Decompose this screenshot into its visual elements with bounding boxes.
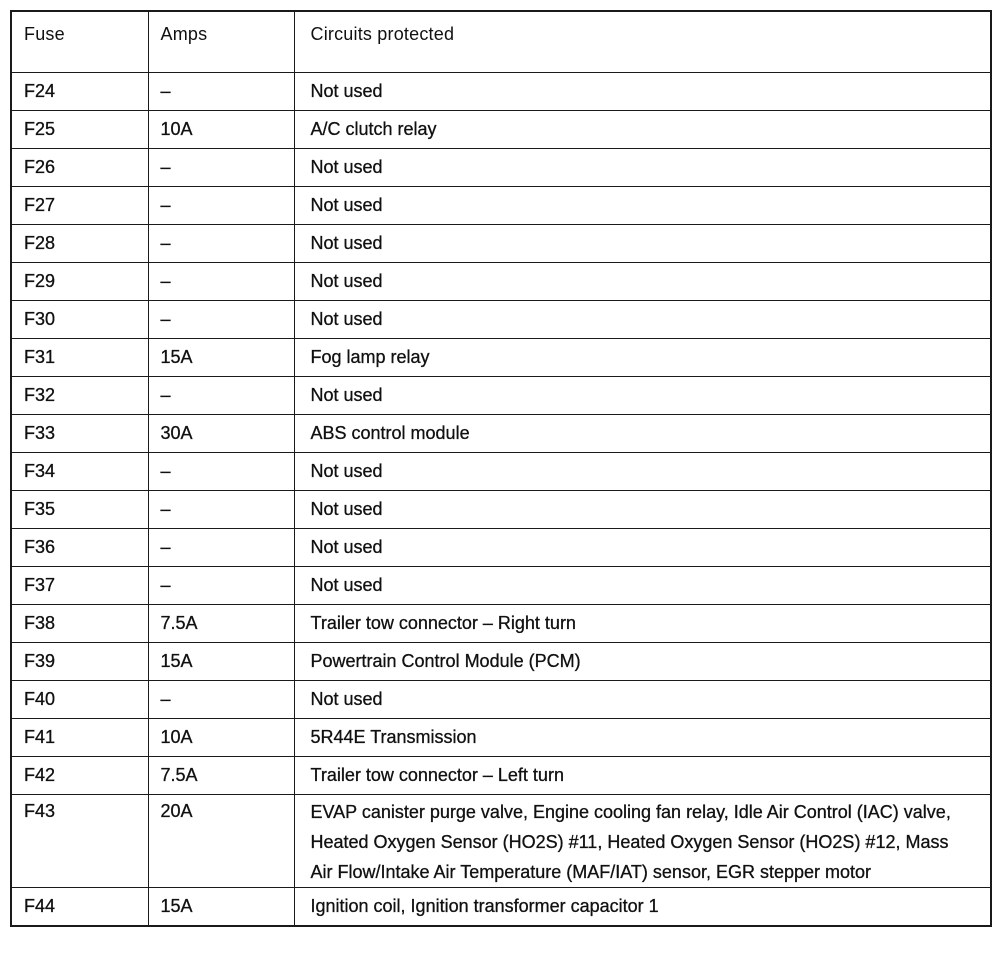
amps-cell: 30A [148, 415, 294, 453]
fuse-cell: F42 [11, 757, 148, 795]
circuit-cell: Not used [294, 301, 991, 339]
table-row [11, 681, 991, 719]
fuse-cell: F28 [11, 225, 148, 263]
amps-cell: – [148, 187, 294, 225]
fuse-cell: F34 [11, 453, 148, 491]
table-header-row [11, 11, 991, 73]
circuit-cell: Not used [294, 149, 991, 187]
fuse-cell: F37 [11, 567, 148, 605]
fuse-cell: F40 [11, 681, 148, 719]
fuse-cell: F39 [11, 643, 148, 681]
fuse-cell: F27 [11, 187, 148, 225]
table-row [11, 453, 991, 491]
fuse-cell: F33 [11, 415, 148, 453]
column-header-circuits: Circuits protected [294, 11, 991, 73]
amps-cell: 15A [148, 888, 294, 926]
circuit-cell: Powertrain Control Module (PCM) [294, 643, 991, 681]
table-row [11, 888, 991, 926]
table-row [11, 301, 991, 339]
fuse-table [10, 10, 992, 927]
table-row [11, 149, 991, 187]
amps-cell: – [148, 225, 294, 263]
circuit-cell: Not used [294, 377, 991, 415]
amps-cell: 7.5A [148, 757, 294, 795]
table-row [11, 339, 991, 377]
circuit-cell: Not used [294, 491, 991, 529]
amps-cell: – [148, 73, 294, 111]
amps-cell: 10A [148, 719, 294, 757]
fuse-cell: F26 [11, 149, 148, 187]
table-row [11, 263, 991, 301]
amps-cell: – [148, 681, 294, 719]
fuse-cell: F35 [11, 491, 148, 529]
amps-cell: 10A [148, 111, 294, 149]
amps-cell: – [148, 301, 294, 339]
table-row [11, 73, 991, 111]
fuse-cell: F24 [11, 73, 148, 111]
fuse-cell: F32 [11, 377, 148, 415]
fuse-cell: F29 [11, 263, 148, 301]
fuse-cell: F44 [11, 888, 148, 926]
fuse-cell: F43 [11, 795, 148, 888]
fuse-cell: F38 [11, 605, 148, 643]
table-row [11, 415, 991, 453]
amps-cell: – [148, 567, 294, 605]
amps-cell: 20A [148, 795, 294, 888]
circuit-cell: Not used [294, 225, 991, 263]
column-header-fuse: Fuse [11, 11, 148, 73]
circuit-cell: 5R44E Transmission [294, 719, 991, 757]
amps-cell: 7.5A [148, 605, 294, 643]
circuit-cell: EVAP canister purge valve, Engine cooling fan relay, Idle Air Control (IAC) valve, Heated Oxygen Sensor (HO2S) #11, Heated Oxygen Sensor (HO2S) #12, Mass Air Flow/Intake Air Temperature (MAF/IAT) sensor, EGR stepper motor [294, 795, 991, 888]
circuit-cell: Not used [294, 263, 991, 301]
amps-cell: 15A [148, 339, 294, 377]
circuit-cell: Trailer tow connector – Left turn [294, 757, 991, 795]
circuit-cell: Not used [294, 529, 991, 567]
table-row [11, 567, 991, 605]
table-row [11, 111, 991, 149]
circuit-cell: Not used [294, 73, 991, 111]
fuse-cell: F30 [11, 301, 148, 339]
table-row [11, 605, 991, 643]
circuit-cell: Not used [294, 187, 991, 225]
table-row [11, 377, 991, 415]
amps-cell: – [148, 491, 294, 529]
circuit-cell: Ignition coil, Ignition transformer capacitor 1 [294, 888, 991, 926]
column-header-amps: Amps [148, 11, 294, 73]
table-row [11, 529, 991, 567]
table-row [11, 491, 991, 529]
table-row [11, 187, 991, 225]
fuse-cell: F41 [11, 719, 148, 757]
circuit-cell: Fog lamp relay [294, 339, 991, 377]
circuit-cell: Not used [294, 681, 991, 719]
amps-cell: – [148, 453, 294, 491]
circuit-cell: Not used [294, 567, 991, 605]
circuit-cell: ABS control module [294, 415, 991, 453]
amps-cell: – [148, 263, 294, 301]
circuit-cell: Trailer tow connector – Right turn [294, 605, 991, 643]
amps-cell: – [148, 529, 294, 567]
table-row [11, 643, 991, 681]
amps-cell: – [148, 377, 294, 415]
table-row [11, 225, 991, 263]
table-row [11, 795, 991, 888]
fuse-cell: F36 [11, 529, 148, 567]
amps-cell: – [148, 149, 294, 187]
fuse-cell: F31 [11, 339, 148, 377]
table-row [11, 757, 991, 795]
amps-cell: 15A [148, 643, 294, 681]
fuse-cell: F25 [11, 111, 148, 149]
table-row [11, 719, 991, 757]
circuit-cell: A/C clutch relay [294, 111, 991, 149]
circuit-cell: Not used [294, 453, 991, 491]
